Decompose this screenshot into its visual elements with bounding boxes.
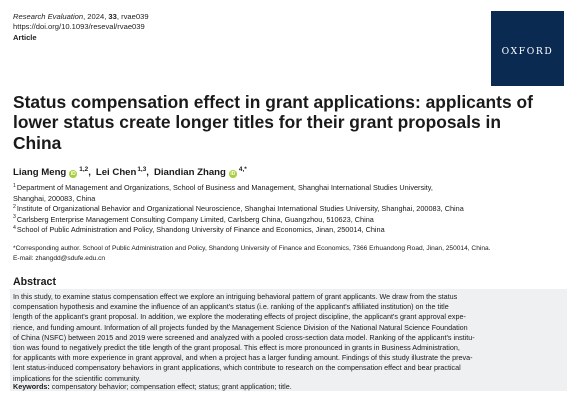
journal-name: Research Evaluation [13,12,84,21]
doi-link[interactable]: https://doi.org/10.1093/reseval/rvae039 [13,22,145,32]
abstract-text [13,292,564,384]
article-type: Article [13,32,37,42]
journal-meta [13,12,149,43]
affiliation-line: Institute of Organizational Behavior and Organizational Neuroscience, Shanghai International Studies University, Shanghai, 200083, China [16,204,464,214]
abstract-line: tion was found to negatively predict the title length of the grant proposal. This effect is more pronounced in grants in Business Administration, [13,343,460,353]
affiliations [13,183,565,236]
affiliation-line: School of Public Administration and Policy, Shandong University of Finance and Economics, Jinan, 250014, China [16,225,385,235]
journal-article-id: , rvae039 [116,12,149,21]
orcid-icon[interactable]: iD [70,171,76,177]
abstract-line: of China (NSFC) between 2015 and 2019 were screened and analyzed with a pooled cross-section data model. Ranking of the applicant's institu- [13,332,475,342]
abstract-heading: Abstract [13,276,56,288]
orcid-icon[interactable]: iD [230,171,236,177]
abstract-line: In this study, to examine status compensation effect we explore an intriguing behavioral pattern of grant applicants. We draw from the status [13,292,458,301]
abstract-line: implications for the scientific community. [13,373,141,383]
affiliation [13,204,565,215]
author-affiliation-sup: 1,3 [137,166,147,174]
author[interactable]: Liang Meng iD 1,2 , [13,166,91,178]
affiliation-line: Department of Management and Organizations, School of Business and Management, Shanghai International Studies University, [16,183,433,192]
journal-year: , 2024, [83,12,109,21]
oxford-logo [491,11,564,86]
affiliation-number: 2 [13,203,16,210]
abstract-line: for applicants with more experience in grant approval, and when a project has a larger funding amount. Findings of this study illustrate the preva- [13,353,473,363]
abstract-line: length of the applicant's grant proposal. In addition, we explore the moderating effects of project discipline, the applicant's grant approval expe- [13,312,466,322]
affiliation-line: Carlsberg Enterprise Management Consulting Company Limited, Carlsberg China, Guangzhou, 510623, China [16,214,374,224]
keywords-list: compensatory behavior; compensation effect; status; grant application; title. [49,382,292,391]
author-name: Liang Meng [13,167,67,178]
author-affiliation-sup: 1,2 [79,166,89,174]
affiliation-number: 4 [13,224,16,231]
affiliation-number: 3 [13,214,16,221]
correspondence [13,244,565,263]
abstract-line: rience, and funding amount. Information of all projects funded by the Management Science Division of the National Natural Science Foundation [13,322,468,332]
correspondence-address: *Corresponding author. School of Public Administration and Policy, Shandong University of Finance and Economics, 7366 Erhuandong Road, Jinan, 250014, China. [13,245,491,252]
abstract-line: lent status-induced compensatory behaviors in grant applications, which contribute to research on the compensation effect and bear practical [13,363,461,373]
affiliation [13,183,565,204]
abstract-line: compensation hypothesis and examine the influence of an applicant's status (i.e. ranking of the applicant's affiliated institution) on the title [13,302,449,312]
keywords-label: Keywords: [13,382,50,391]
correspondence-email[interactable]: E-mail: zhangdd@sdufe.edu.cn [13,254,106,262]
author[interactable]: Lei Chen 1,3 , [95,166,149,178]
affiliation-line: Shanghai, 200083, China [13,193,96,203]
paper-title: Status compensation effect in grant applications: applicants of lower status create longer titles for their grant proposals in China [13,92,533,153]
affiliation [13,215,565,226]
author[interactable] [154,167,247,178]
keywords [13,382,564,391]
affiliation-number: 1 [13,182,16,189]
author-name: Lei Chen [95,167,137,178]
journal-citation [13,12,149,22]
author-name: Diandian Zhang [153,167,226,178]
author-list [13,167,247,178]
author-affiliation-sup: 4,* [238,166,247,174]
logo-text: OXFORD [501,46,554,57]
journal-volume: 33 [108,12,117,21]
affiliation [13,225,565,236]
